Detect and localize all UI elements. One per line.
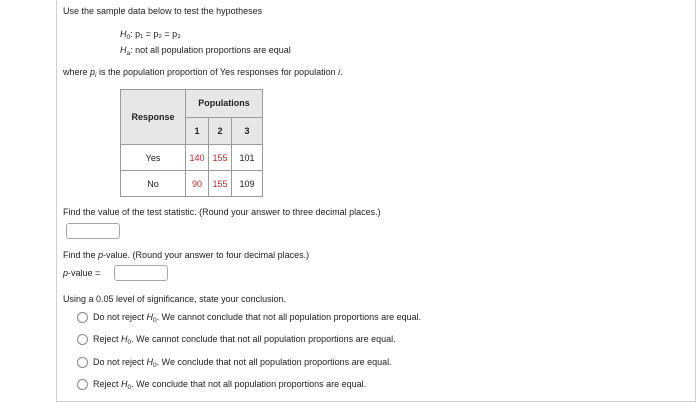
h0-subscript: 0 (126, 34, 131, 41)
pvalue-input[interactable] (114, 265, 168, 281)
option-4-sub: 0 (127, 384, 132, 391)
option-4-post: . We conclude that not all population proportions are equal. (131, 379, 367, 389)
option-3-label[interactable] (93, 357, 392, 369)
cell-no-2: 155 (209, 171, 232, 197)
option-2-pre: Reject (93, 334, 122, 344)
pvalue-question (63, 250, 309, 260)
pvalue-label-text: -value = (68, 268, 101, 278)
option-4-pre: Reject (93, 379, 122, 389)
pvalue-question-var: p (98, 250, 104, 260)
option-4-h: H (121, 379, 128, 389)
row-label-yes: Yes (121, 145, 186, 171)
where-text (63, 67, 343, 79)
cell-yes-2: 155 (209, 145, 232, 171)
ha-subscript: a (126, 50, 131, 57)
cell-no-1: 90 (186, 171, 209, 197)
conclusion-question: Using a 0.05 level of significance, state your conclusion. (63, 294, 287, 304)
test-statistic-input[interactable] (66, 223, 120, 239)
h0-symbol: H (120, 29, 127, 39)
cell-yes-1: 140 (186, 145, 209, 171)
cell-yes-3: 101 (232, 145, 263, 171)
option-1-label[interactable] (93, 312, 421, 324)
option-3-sub: 0 (153, 362, 157, 369)
option-3-pre: Do not reject (93, 357, 147, 367)
null-hypothesis (120, 29, 181, 41)
ha-symbol: H (120, 45, 127, 55)
option-1-sub: 0 (153, 317, 157, 324)
option-1-post: . We cannot conclude that not all population proportions are equal. (156, 312, 422, 322)
instruction-text: Use the sample data below to test the hypotheses (63, 6, 263, 16)
where-var: p (90, 67, 96, 77)
option-2-h: H (121, 334, 128, 344)
where-middle: is the population proportion of Yes responses for population (96, 67, 339, 77)
table-row (121, 145, 263, 171)
where-prefix: where (63, 67, 91, 77)
option-3-post: . We conclude that not all population proportions are equal. (156, 357, 392, 367)
where-suffix: . (340, 67, 343, 77)
option-3-radio[interactable] (77, 357, 88, 368)
option-1-radio[interactable] (77, 312, 88, 323)
option-2-post: . We cannot conclude that not all population proportions are equal. (131, 334, 396, 344)
alternative-hypothesis (120, 45, 291, 57)
response-header: Response (121, 90, 186, 145)
option-1-h: H (146, 312, 154, 322)
pvalue-label-var: p (63, 268, 69, 278)
sample-data-table (120, 89, 263, 197)
option-3-h: H (146, 357, 154, 367)
option-2-radio[interactable] (77, 334, 88, 345)
option-2-label[interactable] (93, 334, 396, 346)
option-1-pre: Do not reject (93, 312, 147, 322)
pvalue-label (63, 268, 100, 278)
pvalue-question-prefix: Find the (63, 250, 99, 260)
population-3-header: 3 (232, 117, 263, 145)
table-row (121, 171, 263, 197)
pvalue-question-suffix: -value. (Round your answer to four decimal places.) (103, 250, 310, 260)
population-2-header: 2 (209, 117, 232, 145)
h0-text: : p₁ = p₂ = p₃ (130, 29, 181, 39)
option-4-radio[interactable] (77, 379, 88, 390)
populations-header: Populations (186, 90, 263, 118)
ha-text: : not all population proportions are equal (130, 45, 291, 55)
row-label-no: No (121, 171, 186, 197)
test-statistic-question: Find the value of the test statistic. (Round your answer to three decimal places.) (63, 207, 381, 217)
where-sub: i (95, 72, 97, 79)
where-idx: i (338, 67, 341, 77)
option-2-sub: 0 (127, 339, 132, 346)
population-1-header: 1 (186, 117, 209, 145)
option-4-label[interactable] (93, 379, 366, 391)
cell-no-3: 109 (232, 171, 263, 197)
